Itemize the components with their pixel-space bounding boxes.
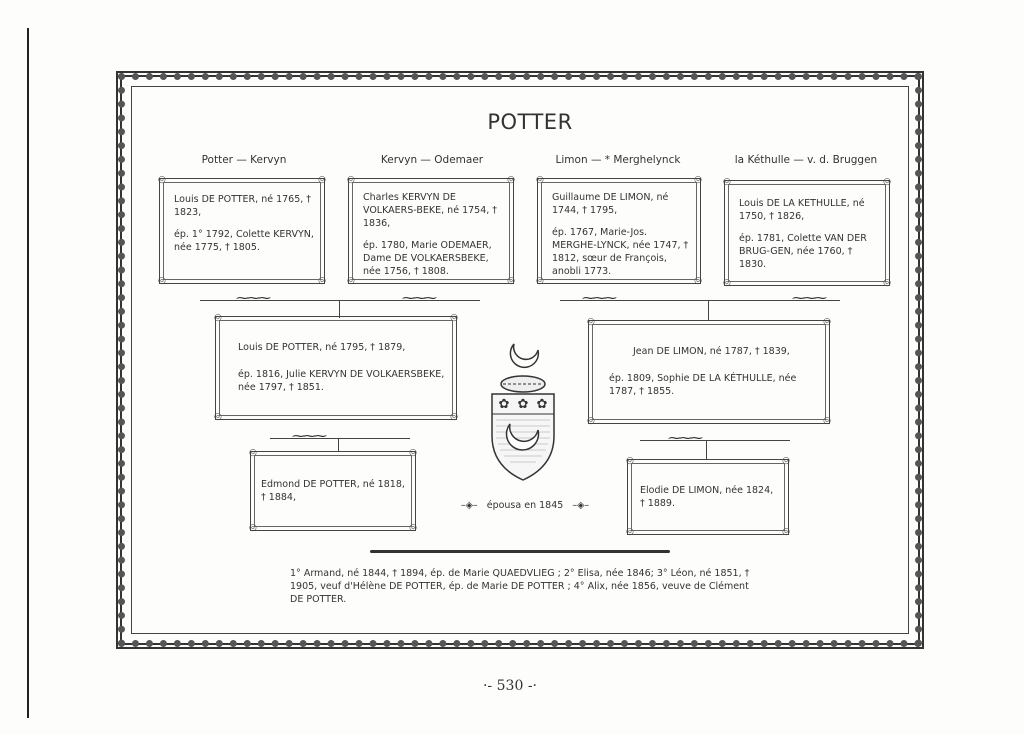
person-entry: Elodie DE LIMON, née 1824, † 1889. xyxy=(640,485,774,509)
column-heading-1: Potter — Kervyn xyxy=(201,154,287,166)
spouse-entry: ép. 1780, Marie ODEMAER, Dame DE VOLKAERSBEKE, née 1756, † 1808. xyxy=(363,240,492,277)
person-box-elodie: ◎ ◎ ◎ ◎ Elodie DE LIMON, née 1824, † 1889. xyxy=(626,456,790,537)
person-box-edmond: ◎ ◎ ◎ ◎ Edmond DE POTTER, né 1818, † 1884, xyxy=(249,448,417,533)
connector-line xyxy=(706,440,707,460)
svg-text:✿: ✿ xyxy=(536,397,548,412)
person-entry: Guillaume DE LIMON, né 1744, † 1795, xyxy=(552,192,669,216)
person-entry: Louis DE POTTER, né 1765, † 1823, xyxy=(174,194,312,218)
page-number xyxy=(470,678,550,694)
left-ornament-icon: –◈– xyxy=(460,500,478,511)
ornament-swash: ⁓⁓⁓ xyxy=(582,291,615,306)
right-ornament-icon: –◈– xyxy=(572,500,590,511)
page-title: POTTER xyxy=(487,110,573,134)
ornament-swash: ⁓⁓⁓ xyxy=(402,291,435,306)
right-dash-icon: -· xyxy=(527,678,537,694)
svg-text:✿: ✿ xyxy=(498,397,510,412)
marriage-label xyxy=(455,500,595,511)
spouse-entry: ép. 1809, Sophie DE LA KÉTHULLE, née 1787, † 1855. xyxy=(609,373,797,397)
connector-line xyxy=(640,440,790,441)
divider-rule xyxy=(370,550,670,553)
person-entry: Louis DE LA KETHULLE, né 1750, † 1826, xyxy=(739,198,865,222)
children-footnote: 1° Armand, né 1844, † 1894, ép. de Marie QUAEDVLIEG ; 2° Elisa, née 1846; 3° Léon, né 1851, † 1905, veuf d'Hélène DE POTTER, ép. de Marie DE POTTER ; 4° Alix, née 1856, veuve de Clément DE POTTER. xyxy=(290,568,750,605)
ornament-swash: ⁓⁓⁓ xyxy=(292,429,325,444)
connector-line xyxy=(270,438,410,439)
person-entry: Charles KERVYN DE VOLKAERS-BEKE, né 1754, † 1836, xyxy=(363,192,498,229)
family-box-limon-gen2: ◎ ◎ ◎ ◎ Jean DE LIMON, né 1787, † 1839, ép. 1809, Sophie DE LA KÉTHULLE, née 1787, † 1855. xyxy=(587,317,831,426)
person-entry: Louis DE POTTER, né 1795, † 1879, xyxy=(238,342,406,353)
spouse-entry: ép. 1781, Colette VAN DER BRUG-GEN, née 1760, † 1830. xyxy=(739,233,867,270)
family-box-potter-gen2: ◎ ◎ ◎ ◎ Louis DE POTTER, né 1795, † 1879, ép. 1816, Julie KERVYN DE VOLKAERSBEKE, née 1797, † 1851. xyxy=(214,313,458,422)
column-heading-4: la Kéthulle — v. d. Bruggen xyxy=(734,154,878,166)
connector-line xyxy=(338,438,339,452)
person-entry: Edmond DE POTTER, né 1818, † 1884, xyxy=(261,479,405,503)
column-heading-2: Kervyn — Odemaer xyxy=(380,154,484,166)
ornament-swash: ⁓⁓⁓ xyxy=(668,431,701,446)
svg-text:✿: ✿ xyxy=(517,397,529,412)
family-box-potter-kervyn: ◎ ◎ ◎ ◎ Louis DE POTTER, né 1765, † 1823, ép. 1° 1792, Colette KERVYN, née 1775, † 1805. xyxy=(158,175,326,286)
ornament-swash: ⁓⁓⁓ xyxy=(236,291,269,306)
column-heading-3: Limon — * Merghelynck xyxy=(555,154,681,166)
spouse-entry: ép. 1816, Julie KERVYN DE VOLKAERSBEKE, née 1797, † 1851. xyxy=(238,369,445,393)
family-box-limon-merghelynck: ◎ ◎ ◎ ◎ Guillaume DE LIMON, né 1744, † 1795, ép. 1767, Marie-Jos. MERGHE-LYNCK, née 1747, † 1812, sœur de François, anobli 1773. xyxy=(536,175,702,286)
family-box-kethulle-bruggen: ◎ ◎ ◎ ◎ Louis DE LA KETHULLE, né 1750, † 1826, ép. 1781, Colette VAN DER BRUG-GEN, née 1760, † 1830. xyxy=(723,177,891,288)
left-dash-icon: ·- xyxy=(482,678,493,694)
page-edge xyxy=(27,28,29,718)
connector-line xyxy=(708,300,709,320)
married-text: épousa en 1845 xyxy=(486,500,564,511)
coat-of-arms xyxy=(486,340,560,482)
person-entry: Jean DE LIMON, né 1787, † 1839, xyxy=(633,346,790,357)
spouse-entry: ép. 1° 1792, Colette KERVYN, née 1775, † 1805. xyxy=(174,229,314,253)
spouse-entry: ép. 1767, Marie-Jos. MERGHE-LYNCK, née 1747, † 1812, sœur de François, anobli 1773. xyxy=(552,227,689,277)
ornament-swash: ⁓⁓⁓ xyxy=(792,291,825,306)
family-box-kervyn-odemaer: ◎ ◎ ◎ ◎ Charles KERVYN DE VOLKAERS-BEKE, né 1754, † 1836, ép. 1780, Marie ODEMAER, Dame DE VOLKAERSBEKE, née 1756, † 1808. xyxy=(347,175,515,286)
page-number-value: 530 xyxy=(496,678,524,694)
